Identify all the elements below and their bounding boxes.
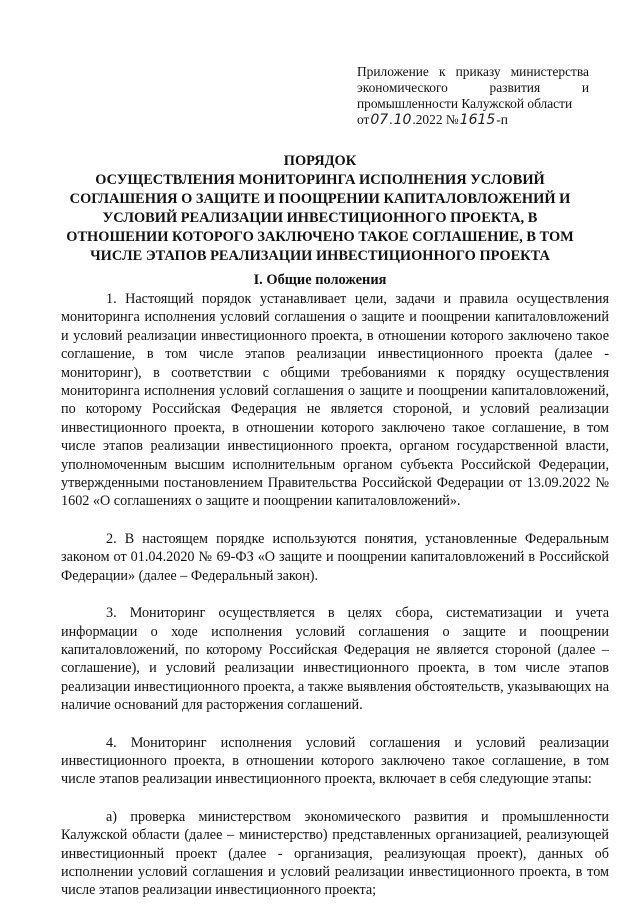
handwritten-day: 07 bbox=[370, 112, 389, 128]
paragraph-4: 4. Мониторинг исполнения условий соглашения и условий реализации инвестиционного проекта, в отношении которого заключено такое соглашение, в том числе этапов реализации инвестиционного проекта, включает в себя следующие этапы: bbox=[61, 734, 609, 788]
paragraph-3: 3. Мониторинг осуществляется в целях сбора, систематизации и учета информации о ходе исполнения условий соглашения о защите и поощрении капиталовложений, по которому Российская Федерация не является стороной (далее – соглашение), и условий реализации инвестиционного проекта, в том числе этапов реализации инвестиционного проекта, а также выявления обстоятельств, указывающих на наличие оснований для расторжения соглашений. bbox=[61, 605, 609, 714]
paragraph-1: 1. Настоящий порядок устанавливает цели, задачи и правила осуществления мониторинга исполнения условий соглашения о защите и поощрении капиталовложений и условий реализации инвестиционного проекта, в отношении которого заключено такое соглашение, в том числе этапов реализации инвестиционного проекта (далее - мониторинг), в соответствии с общими требованиями к порядку осуществления мониторинга исполнения условий соглашения о защите и поощрении капиталовложений, по которому Российская Федерация не является стороной, и условий реализации инвестиционного проекта, в отношении которого заключено такое соглашение, в том числе этапов реализации инвестиционного проекта, органом государственной власти, уполномоченным высшим исполнительным органом субъекта Российской Федерации, утвержденными постановлением Правительства Российской Федерации от 13.09.2022 № 1602 «О соглашениях о защите и поощрении капиталовложений». bbox=[61, 291, 609, 510]
handwritten-month: 10 bbox=[393, 112, 412, 128]
annex-date-line bbox=[357, 112, 589, 128]
date-year: .2022 № bbox=[412, 112, 459, 127]
paragraph-2: 2. В настоящем порядке используются понятия, установленные Федеральным законом от 01.04.2020 № 69-ФЗ «О защите и поощрении капиталовложений в Российской Федерации» (далее – Федеральный закон). bbox=[61, 530, 609, 584]
date-prefix: от bbox=[357, 112, 370, 127]
title-line-3: СОГЛАШЕНИЯ О ЗАЩИТЕ И ПООЩРЕНИИ КАПИТАЛОВЛОЖЕНИЙ И bbox=[69, 191, 571, 207]
date-separator: . bbox=[389, 112, 393, 127]
document-body bbox=[61, 290, 609, 900]
number-suffix: -п bbox=[496, 112, 508, 127]
annex-header bbox=[357, 64, 589, 128]
section-heading: I. Общие положения bbox=[253, 272, 387, 288]
title-line-4: УСЛОВИЙ РЕАЛИЗАЦИИ ИНВЕСТИЦИОННОГО ПРОЕКТА, В bbox=[102, 210, 538, 226]
title-line-6: ЧИСЛЕ ЭТАПОВ РЕАЛИЗАЦИИ ИНВЕСТИЦИОННОГО ПРОЕКТА bbox=[90, 248, 550, 264]
title-line-2: ОСУЩЕСТВЛЕНИЯ МОНИТОРИНГА ИСПОЛНЕНИЯ УСЛОВИЙ bbox=[95, 172, 545, 188]
title-line-5: ОТНОШЕНИИ КОТОРОГО ЗАКЛЮЧЕНО ТАКОЕ СОГЛАШЕНИЕ, В ТОМ bbox=[66, 229, 574, 245]
title-line-1: ПОРЯДОК bbox=[283, 153, 357, 169]
handwritten-number: 1615 bbox=[459, 112, 496, 128]
document-title bbox=[40, 152, 600, 266]
paragraph-5: а) проверка министерством экономического развития и промышленности Калужской области (далее – министерство) представленных организацией, реализующей инвестиционный проект (далее - организация, реализующая проект), данных об исполнении условий соглашения и условий реализации инвестиционного проекта, в том числе этапов реализации инвестиционного проекта; bbox=[61, 808, 609, 899]
annex-text: Приложение к приказу министерства экономического развития и промышленности Калужской области bbox=[357, 64, 589, 111]
